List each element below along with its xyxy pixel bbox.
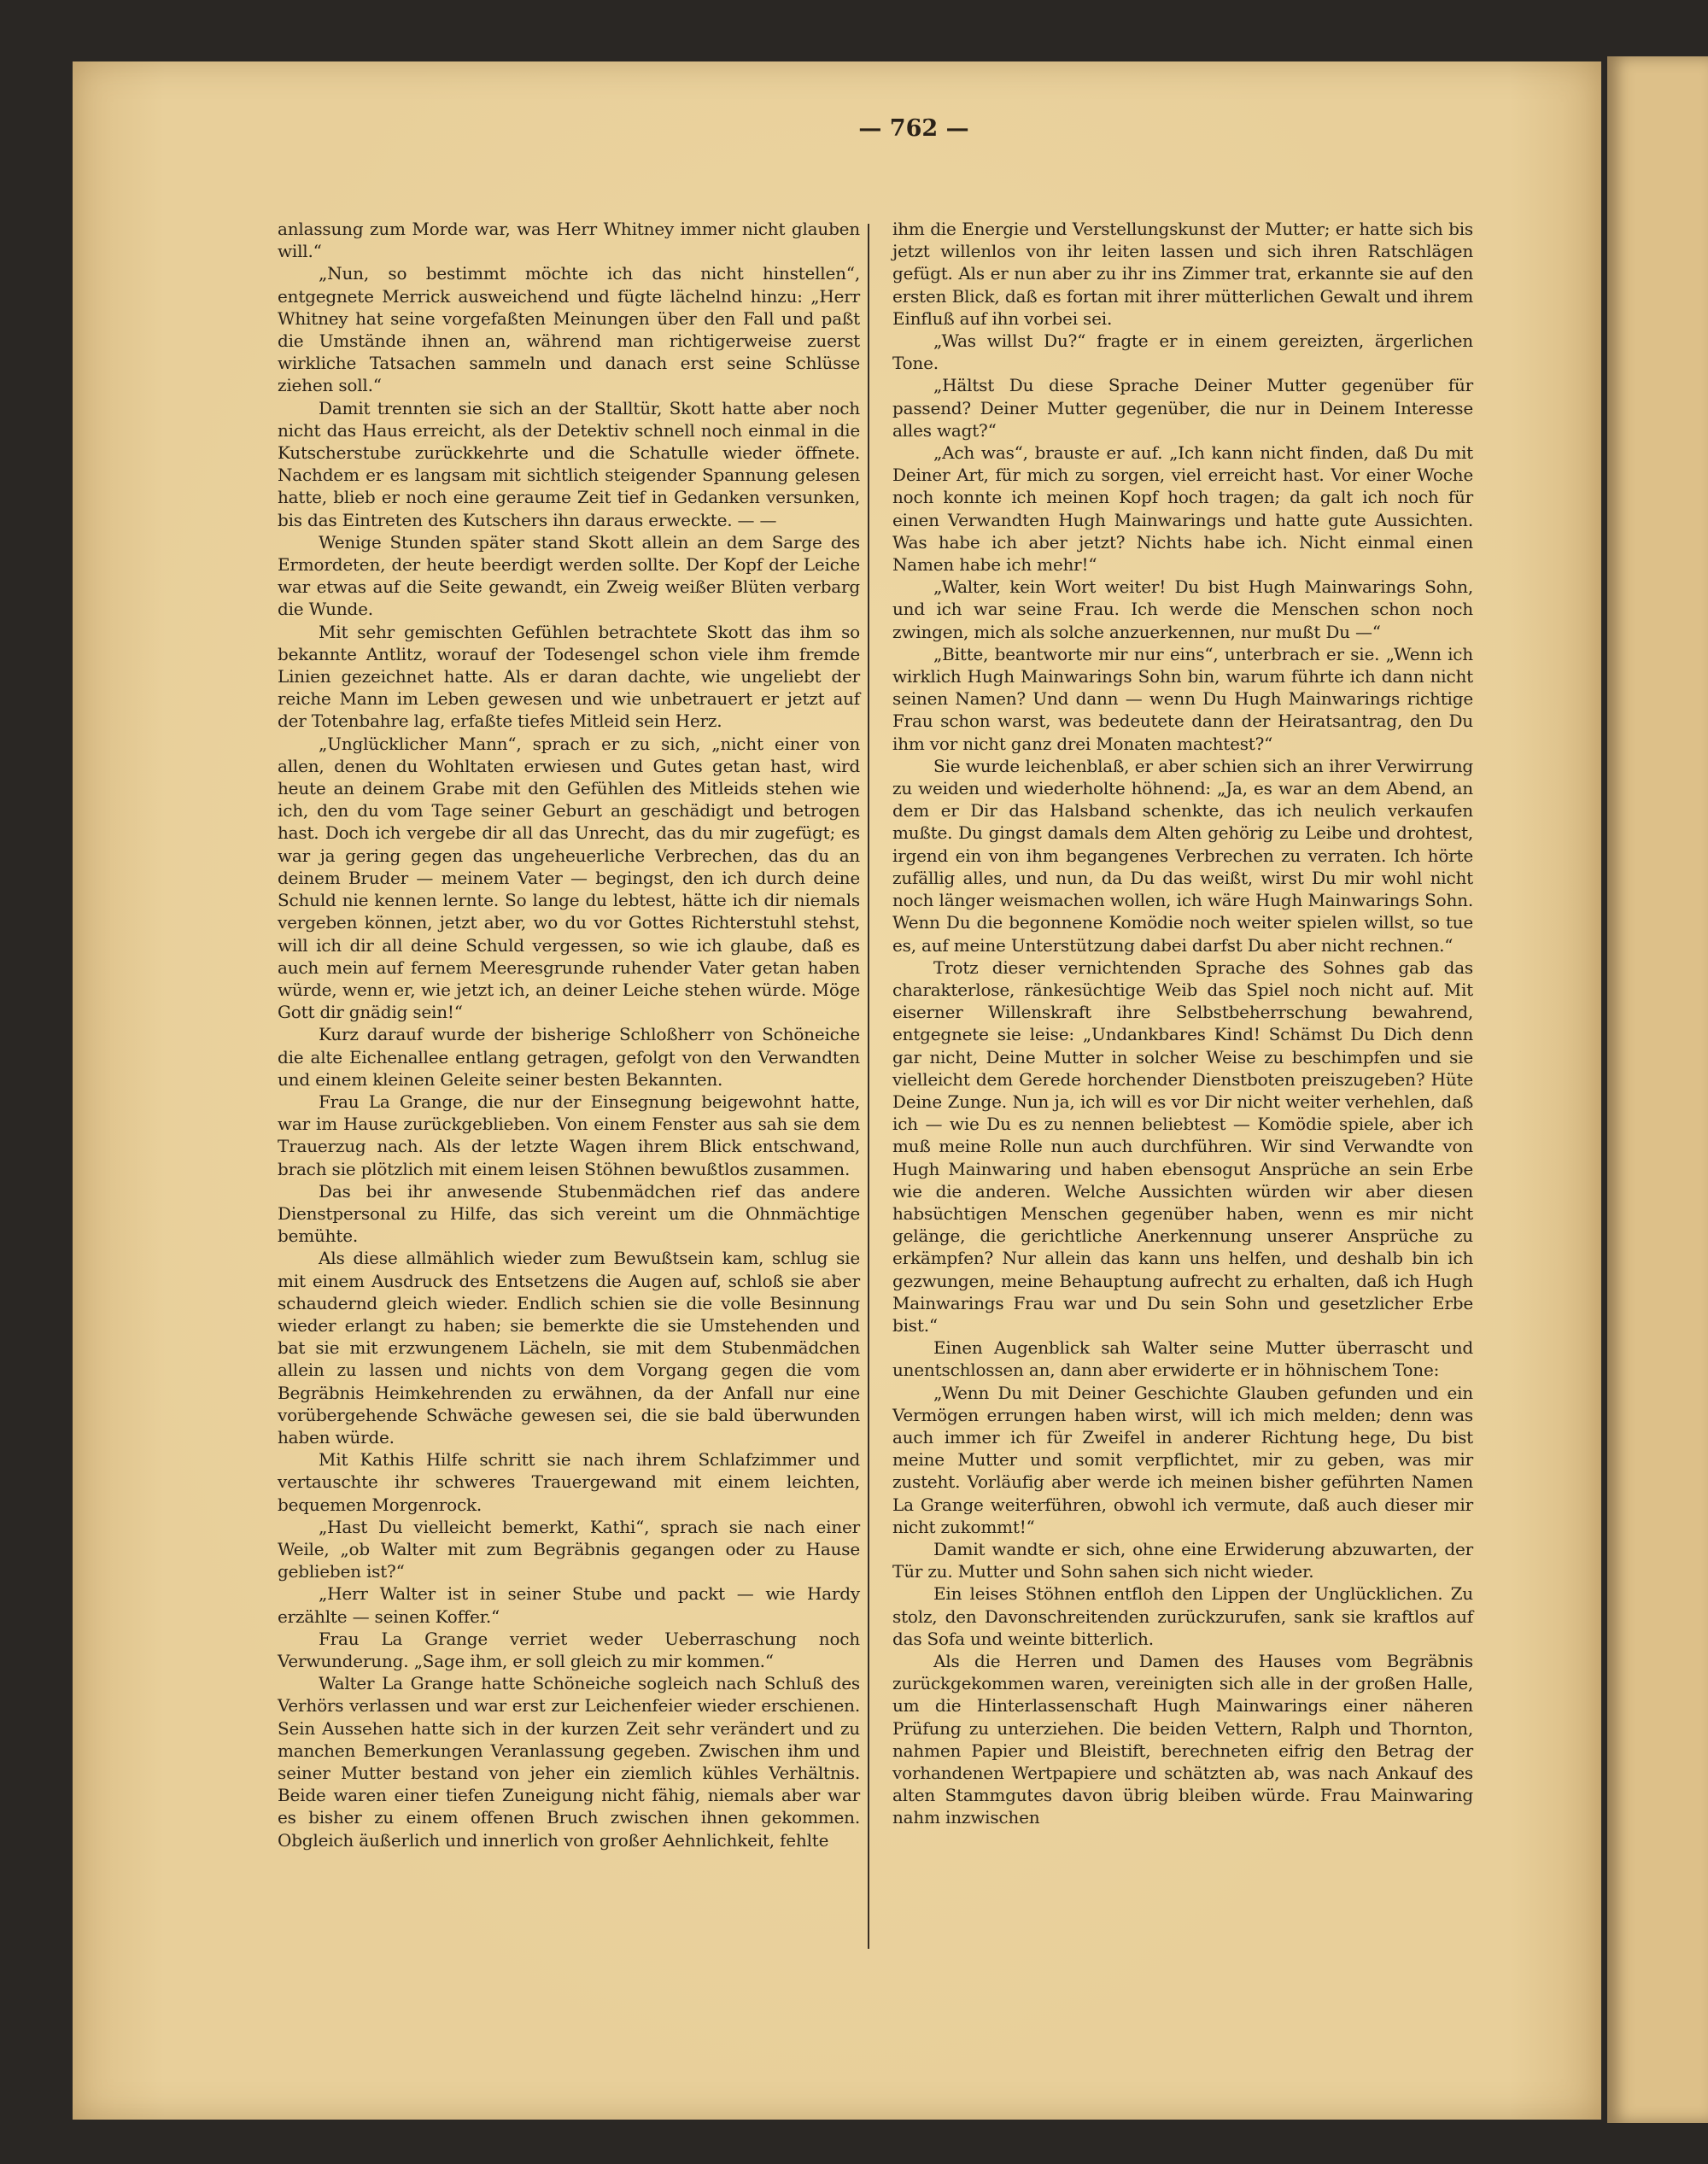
paragraph: Das bei ihr anwesende Stubenmädchen rief das andere Dienstpersonal zu Hilfe, das sich vereint um die Ohnmächtige bemühte. (278, 1180, 860, 1247)
paragraph: Kurz darauf wurde der bisherige Schloßherr von Schöneiche die alte Eichenallee entlang getragen, gefolgt von den Verwandten und einem kleinen Geleite seiner besten Bekannten. (278, 1024, 860, 1090)
paragraph: Einen Augenblick sah Walter seine Mutter überrascht und unentschlossen an, dann aber erwiderte er in höhnischem Tone: (892, 1337, 1473, 1381)
right-text-column (892, 218, 1473, 1829)
paragraph: „Wenn Du mit Deiner Geschichte Glauben gefunden und ein Vermögen errungen haben wirst, will ich mich melden; denn was auch immer ich für Zweifel in anderer Richtung hege, Du bist meine Mutter und somit verpflichtet, mir zu geben, was mir zusteht. Vorläufig aber werde ich meinen bisher geführten Namen La Grange weiterführen, obwohl ich vermute, daß auch dieser mir nicht zukommt!“ (892, 1382, 1473, 1537)
paragraph: „Nun, so bestimmt möchte ich das nicht hinstellen“, entgegnete Merrick ausweichend und fügte lächelnd hinzu: „Herr Whitney hat seine vorgefaßten Meinungen über den Fall und paßt die Umstände ihnen an, während man richtigerweise zuerst wirkliche Tatsachen sammeln und danach erst seine Schlüsse ziehen soll.“ (278, 263, 860, 396)
paragraph: „Bitte, beantworte mir nur eins“, unterbrach er sie. „Wenn ich wirklich Hugh Mainwarings Sohn bin, warum führte ich dann nicht seinen Namen? Und dann — wenn Du Hugh Mainwarings richtige Frau schon warst, was bedeutete dann der Heiratsantrag, den Du ihm vor nicht ganz drei Monaten machtest?“ (892, 643, 1473, 754)
paragraph: Frau La Grange verriet weder Ueberraschung noch Verwunderung. „Sage ihm, er soll gleich zu mir kommen.“ (278, 1628, 860, 1671)
paragraph: „Herr Walter ist in seiner Stube und packt — wie Hardy erzählte — seinen Koffer.“ (278, 1583, 860, 1627)
paragraph: anlassung zum Morde war, was Herr Whitney immer nicht glauben will.“ (278, 219, 860, 262)
paragraph: „Walter, kein Wort weiter! Du bist Hugh Mainwarings Sohn, und ich war seine Frau. Ich werde die Menschen schon noch zwingen, mich als solche anzuerkennen, nur mußt Du —“ (892, 576, 1473, 642)
page-number: — 762 — (858, 115, 969, 142)
paragraph: „Ach was“, brauste er auf. „Ich kann nicht finden, daß Du mit Deiner Art, für mich zu sorgen, viel erreicht hast. Vor einer Woche noch konnte ich meinen Kopf hoch tragen; da galt ich noch für einen Verwandten Hugh Mainwarings und hatte gute Aussichten. Was habe ich aber jetzt? Nichts habe ich. Nicht einmal einen Namen habe ich mehr!“ (892, 442, 1473, 576)
paragraph: Sie wurde leichenblaß, er aber schien sich an ihrer Verwirrung zu weiden und wiederholte höhnend: „Ja, es war an dem Abend, an dem er Dir das Halsband schenkte, das ich neulich verkaufen mußte. Du gingst damals dem Alten gehörig zu Leibe und drohtest, irgend ein von ihm begangenes Verbrechen zu verraten. Ich hörte zufällig alles, und nun, da Du das weißt, wirst Du mir wohl nicht noch länger weismachen wollen, ich wäre Hugh Mainwarings Sohn. Wenn Du die begonnene Komödie noch weiter spielen willst, so tue es, auf meine Unterstützung dabei darfst Du aber nicht rechnen.“ (892, 755, 1473, 956)
paragraph: Wenige Stunden später stand Skott allein an dem Sarge des Ermordeten, der heute beerdigt werden sollte. Der Kopf der Leiche war etwas auf die Seite gewandt, ein Zweig weißer Blüten verbarg die Wunde. (278, 531, 860, 620)
column-divider (868, 224, 869, 1949)
paragraph: „Was willst Du?“ fragte er in einem gereizten, ärgerlichen Tone. (892, 330, 1473, 374)
paragraph: Ein leises Stöhnen entfloh den Lippen der Unglücklichen. Zu stolz, den Davonschreitenden zurückzurufen, sank sie kraftlos auf das Sofa und weinte bitterlich. (892, 1583, 1473, 1649)
paragraph: „Unglücklicher Mann“, sprach er zu sich, „nicht einer von allen, denen du Wohltaten erwiesen und Gutes getan hast, wird heute an deinem Grabe mit den Gefühlen des Mitleids stehen wie ich, den du vom Tage seiner Geburt an geschädigt und betrogen hast. Doch ich vergebe dir all das Unrecht, das du mir zugefügt; es war ja gering gegen das ungeheuerliche Verbrechen, das du an deinem Bruder — meinem Vater — begingst, den ich durch deine Schuld nie kennen lernte. So lange du lebtest, hätte ich dir niemals vergeben können, jetzt aber, wo du vor Gottes Richterstuhl stehst, will ich dir all deine Schuld vergessen, so wie ich glaube, daß es auch mein auf fernem Meeresgrunde ruhender Vater getan haben würde, wenn er, wie jetzt ich, an deiner Leiche stehen würde. Möge Gott dir gnädig sein!“ (278, 733, 860, 1023)
paragraph: „Hältst Du diese Sprache Deiner Mutter gegenüber für passend? Deiner Mutter gegenüber, die nur in Deinem Interesse alles wagt?“ (892, 375, 1473, 441)
left-text-column (278, 218, 860, 1851)
paragraph: Trotz dieser vernichtenden Sprache des Sohnes gab das charakterlose, ränkesüchtige Weib das Spiel noch nicht auf. Mit eiserner Willenskraft ihre Selbstbeherrschung bewahrend, entgegnete sie leise: „Undankbares Kind! Schämst Du Dich denn gar nicht, Deine Mutter in solcher Weise zu beschimpfen und sie vielleicht dem Gerede horchender Dienstboten preiszugeben? Hüte Deine Zunge. Nun ja, ich will es vor Dir nicht weiter verhehlen, daß ich — wie Du es zu nennen beliebtest — Komödie spiele, aber ich muß meine Rolle nun auch durchführen. Wir sind Verwandte von Hugh Mainwaring und haben ebensogut Ansprüche an sein Erbe wie die anderen. Welche Aussichten würden wir aber diesen habsüchtigen Menschen gegenüber haben, wenn es mir nicht gelänge, die gerichtliche Anerkennung unserer Ansprüche zu erkämpfen? Nur allein das kann uns helfen, und deshalb bin ich gezwungen, meine Behauptung aufrecht zu erhalten, daß ich Hugh Mainwarings Frau war und Du sein Sohn und gesetzlicher Erbe bist.“ (892, 956, 1473, 1336)
paragraph: Frau La Grange, die nur der Einsegnung beigewohnt hatte, war im Hause zurückgeblieben. Von einem Fenster aus sah sie dem Trauerzug nach. Als der letzte Wagen ihrem Blick entschwand, brach sie plötzlich mit einem leisen Stöhnen bewußtlos zusammen. (278, 1091, 860, 1179)
adjacent-page-edge (1607, 56, 1708, 2123)
paragraph: Damit trennten sie sich an der Stalltür, Skott hatte aber noch nicht das Haus erreicht, als der Detektiv schnell noch einmal in die Kutscherstube zurückkehrte und die Schatulle wieder öffnete. Nachdem er es langsam mit sichtlich steigender Spannung gelesen hatte, blieb er noch eine geraume Zeit tief in Gedanken versunken, bis das Eintreten des Kutschers ihn daraus erweckte. — — (278, 397, 860, 530)
paragraph: Als die Herren und Damen des Hauses vom Begräbnis zurückgekommen waren, vereinigten sich alle in der großen Halle, um die Hinterlassenschaft Hugh Mainwarings einer näheren Prüfung zu unterziehen. Die beiden Vettern, Ralph und Thornton, nahmen Papier und Bleistift, berechneten eifrig den Betrag der vorhandenen Wertpapiere und schätzten ab, was nach Ankauf des alten Stammgutes davon übrig bleiben würde. Frau Mainwaring nahm inzwischen (892, 1651, 1473, 1828)
paragraph: ihm die Energie und Verstellungskunst der Mutter; er hatte sich bis jetzt willenlos von ihr leiten lassen und sich ihren Ratschlägen gefügt. Als er nun aber zu ihr ins Zimmer trat, erkannte sie auf den ersten Blick, daß es fortan mit ihrer mütterlichen Gewalt und ihrem Einfluß auf ihn vorbei sei. (892, 219, 1473, 329)
paragraph: Mit Kathis Hilfe schritt sie nach ihrem Schlafzimmer und vertauschte ihr schweres Trauergewand mit einem leichten, bequemen Morgenrock. (278, 1449, 860, 1515)
paragraph: Mit sehr gemischten Gefühlen betrachtete Skott das ihm so bekannte Antlitz, worauf der Todesengel schon viele ihm fremde Linien gezeichnet hatte. Als er daran dachte, wie ungeliebt der reiche Mann im Leben gewesen und wie unbetrauert er jetzt auf der Totenbahre lag, erfaßte tiefes Mitleid sein Herz. (278, 621, 860, 732)
paragraph: „Hast Du vielleicht bemerkt, Kathi“, sprach sie nach einer Weile, „ob Walter mit zum Begräbnis gegangen oder zu Hause geblieben ist?“ (278, 1516, 860, 1582)
paragraph: Als diese allmählich wieder zum Bewußtsein kam, schlug sie mit einem Ausdruck des Entsetzens die Augen auf, schloß sie aber schaudernd gleich wieder. Endlich schien sie die volle Besinnung wieder erlangt zu haben; sie bemerkte die sie Umstehenden und bat sie mit erzwungenem Lächeln, sie mit dem Stubenmädchen allein zu lassen und nichts von dem Vorgang gegen die vom Begräbnis Heimkehrenden zu erwähnen, da der Anfall nur eine vorübergehende Schwäche gewesen sei, die sie bald überwunden haben würde. (278, 1248, 860, 1448)
paragraph: Damit wandte er sich, ohne eine Erwiderung abzuwarten, der Tür zu. Mutter und Sohn sahen sich nicht wieder. (892, 1538, 1473, 1582)
paragraph: Walter La Grange hatte Schöneiche sogleich nach Schluß des Verhörs verlassen und war erst zur Leichenfeier wieder erschienen. Sein Aussehen hatte sich in der kurzen Zeit sehr verändert und zu manchen Bemerkungen Veranlassung gegeben. Zwischen ihm und seiner Mutter bestand von jeher ein ziemlich kühles Verhältnis. Beide waren einer tiefen Zuneigung nicht fähig, niemals aber war es bisher zu einem offenen Bruch zwischen ihnen gekommen. Obgleich äußerlich und innerlich von großer Aehnlichkeit, fehlte (278, 1673, 860, 1851)
